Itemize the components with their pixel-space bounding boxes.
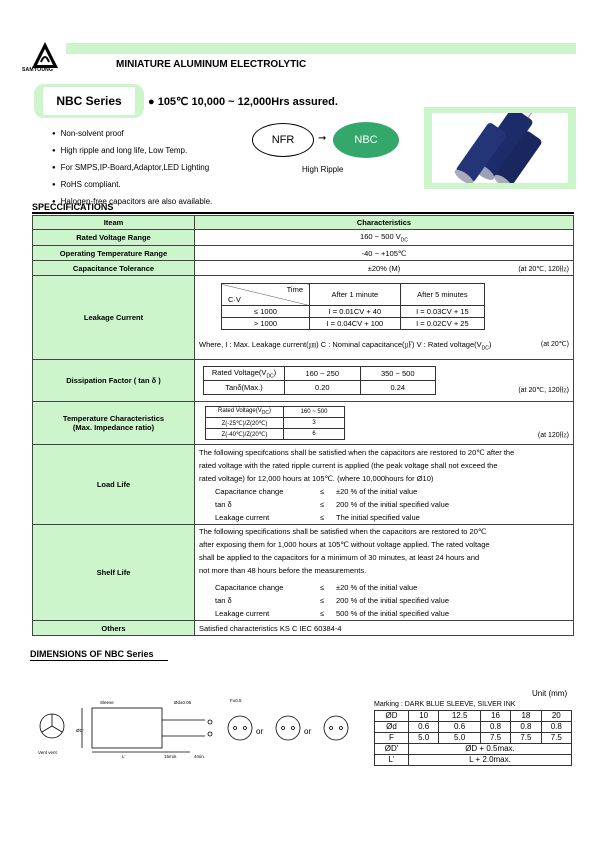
item-name: Leakage current xyxy=(215,512,270,522)
dim-cell: 0.6 xyxy=(409,722,439,733)
impedance-table xyxy=(205,406,345,440)
item-op: ≤ xyxy=(320,596,325,605)
min4-label: 4min. xyxy=(194,754,206,759)
table-row xyxy=(33,276,574,360)
item-name: tan δ xyxy=(215,596,232,605)
t1-cell: I = 0.04CV + 100 xyxy=(310,318,401,330)
item-val: 500 % of the initial specified value xyxy=(336,609,449,618)
dim-cell: 0.8 xyxy=(541,722,571,733)
vent-label: Vent vent xyxy=(38,750,57,755)
where-end: ) xyxy=(488,340,492,350)
feature-item: ● Non-solvent proof xyxy=(52,126,212,143)
dissipation-note: (at 20℃, 120㎐) xyxy=(518,387,569,394)
dim-cell: 20 xyxy=(541,711,571,722)
load-life-line: The following specifcations shall be satisfied when the capacitors are restored to 20℃ after the xyxy=(199,447,515,457)
t1-cell: I = 0.01CV + 40 xyxy=(310,306,401,318)
row-label: L' xyxy=(375,755,409,766)
item-val: 200 % of the initial specified value xyxy=(336,499,449,509)
item-name: tan δ xyxy=(215,499,232,509)
row-label: F xyxy=(375,733,409,744)
item-op: ≤ xyxy=(320,486,325,496)
cap-tol-value xyxy=(195,261,574,276)
table-row xyxy=(375,755,572,766)
z-ratio-label: Z(-40℃)/Z(20℃) xyxy=(206,429,284,440)
temp-range-label: Operating Temperature Range xyxy=(33,246,195,261)
nfr-oval: NFR xyxy=(252,123,314,157)
tan-value: 0.24 xyxy=(360,381,436,395)
or-label: or xyxy=(304,727,312,736)
z-ratio-value: 6 xyxy=(284,429,345,440)
dissipation-label: Dissipation Factor ( tan δ ) xyxy=(33,360,195,402)
cap-tol-text: ±20% (M) xyxy=(367,263,401,273)
dim-cell: 0.8 xyxy=(511,722,541,733)
temperature-label xyxy=(33,402,195,445)
item-name: Capacitance change xyxy=(215,486,284,496)
col-header-char: Characteristics xyxy=(195,216,574,230)
rv-label: Rated Voltage(V xyxy=(218,407,262,414)
item-val: ±20 % of the initial value xyxy=(336,583,418,592)
table-row xyxy=(33,360,574,402)
voltage-col: 350 ~ 500 xyxy=(360,367,436,381)
cv-cell: > 1000 xyxy=(222,318,310,330)
item-op: ≤ xyxy=(320,609,325,618)
shelf-life-line: shall be applied to the capacitors for a minimum of 30 minutes, at least 24 hours and xyxy=(199,553,480,562)
col-header-item: Iteam xyxy=(33,216,195,230)
dim-cell: L + 2.0max. xyxy=(409,755,572,766)
item-op: ≤ xyxy=(320,512,325,522)
dia-label: ØD′ xyxy=(76,728,84,733)
table-row xyxy=(33,402,574,445)
temperature-note: (at 120㎐) xyxy=(537,432,569,439)
cap-tol-label: Capacitance Tolerance xyxy=(33,261,195,276)
rated-voltage-value xyxy=(195,230,574,246)
row-label: ØD' xyxy=(375,744,409,755)
dim-cell: 18 xyxy=(511,711,541,722)
temp-range-value: -40 ~ +105℃ xyxy=(195,246,574,261)
flow-caption: High Ripple xyxy=(302,165,344,174)
dim-cell: ØD + 0.5max. xyxy=(409,744,572,755)
rv-sub: DC xyxy=(266,373,274,380)
table-row xyxy=(375,711,572,722)
voltage-col: 160 ~ 250 xyxy=(285,367,361,381)
feature-item: ● RoHS compliant. xyxy=(52,177,212,194)
table-row xyxy=(375,733,572,744)
table-row xyxy=(33,261,574,276)
load-life-item xyxy=(199,498,569,511)
unit-label: Unit (mm) xyxy=(532,689,568,698)
t5-cell: I = 0.03CV + 15 xyxy=(400,306,484,318)
tan-value: 0.20 xyxy=(285,381,361,395)
col-5min: After 5 minutes xyxy=(400,284,484,306)
others-label: Others xyxy=(33,621,195,636)
dim-cell: 0.8 xyxy=(480,722,510,733)
sleeve-label: Sleeve xyxy=(100,700,114,705)
shelf-life-value xyxy=(195,525,574,621)
dim-cell: 0.6 xyxy=(439,722,481,733)
d-label: Ød±0.05 xyxy=(174,700,192,705)
dimension-drawing-icon xyxy=(30,692,370,762)
temp-label-1: Temperature Characteristics xyxy=(62,414,165,423)
divider xyxy=(30,660,168,661)
rv-end: ) xyxy=(268,407,271,414)
col-1min: After 1 minute xyxy=(310,284,401,306)
where-text: Where, I : Max. Leakage current(㎛) C : Nominal capacitance(㎌) V : Rated voltage(V xyxy=(199,340,482,350)
dim-cell: 7.5 xyxy=(480,733,510,744)
f-label: F±0.5 xyxy=(230,698,242,703)
others-value: Satisfied characteristics KS C IEC 60384-4 xyxy=(195,621,574,636)
feature-item: ● Halogen-free capacitors are also available. xyxy=(52,194,212,211)
rv-text: 160 ~ 500 V xyxy=(360,231,401,241)
table-row xyxy=(33,445,574,525)
z-ratio-value: 3 xyxy=(284,418,345,429)
table-row xyxy=(33,246,574,261)
shelf-life-line: after exposing them for 1,000 hours at 105℃ without voltage applied. The rated voltage xyxy=(199,540,490,549)
z-ratio-label: Z(-25℃)/Z(20℃) xyxy=(206,418,284,429)
item-val: ±20 % of the initial value xyxy=(336,486,418,496)
dim-cell: 7.5 xyxy=(541,733,571,744)
tan-label: Tanδ(Max.) xyxy=(204,381,285,395)
or-label: or xyxy=(256,727,264,736)
dim-cell: 10 xyxy=(409,711,439,722)
header-bar xyxy=(66,43,576,54)
feature-item: ● For SMPS,IP-Board,Adaptor,LED Lighting xyxy=(52,160,212,177)
rv-end: ) xyxy=(273,367,277,377)
item-val: 200 % of the initial specified value xyxy=(336,596,449,605)
table-header-row xyxy=(33,216,574,230)
dissipation-value xyxy=(195,360,574,402)
feature-list xyxy=(52,126,212,211)
time-cv-cell xyxy=(222,284,310,306)
temperature-value xyxy=(195,402,574,445)
table-row xyxy=(33,230,574,246)
rv-value: 160 ~ 500 xyxy=(284,407,345,418)
min15-label: 15min. xyxy=(164,754,178,759)
divider xyxy=(32,212,574,214)
dimensions-table xyxy=(374,710,572,766)
arrow-right-icon: ➞ xyxy=(318,133,327,144)
rv-header xyxy=(206,407,284,418)
row-label: ØD xyxy=(375,711,409,722)
headline: ● 105℃ 10,000 ~ 12,000Hrs assured. xyxy=(148,96,338,108)
shelf-life-label: Shelf Life xyxy=(33,525,195,621)
dim-cell: 5.0 xyxy=(439,733,481,744)
item-op: ≤ xyxy=(320,499,325,509)
dim-cell: 16 xyxy=(480,711,510,722)
nbc-oval: NBC xyxy=(333,122,399,158)
page-title: MINIATURE ALUMINUM ELECTROLYTIC xyxy=(116,59,307,70)
load-life-item xyxy=(199,485,569,498)
dim-cell: 7.5 xyxy=(511,733,541,744)
leakage-table xyxy=(221,283,485,330)
dissipation-table xyxy=(203,366,436,395)
item-val: The initial specified value xyxy=(336,512,420,522)
rv-sub: DC xyxy=(400,237,408,244)
load-life-line: rated voltage) for 12,000 hours at 105℃. (where 10,000hours for Ø10) xyxy=(199,473,434,483)
leakage-where xyxy=(199,339,569,352)
load-life-line: rated voltage with the rated ripple current is applied (the peak voltage shall not exceed the xyxy=(199,460,498,470)
marking-label: Marking : DARK BLUE SLEEVE, SILVER INK xyxy=(374,701,516,708)
shelf-life-line: The following specifications shall be satisfied when the capacitors are restored to 20℃ xyxy=(199,527,487,536)
shelf-life-line: not more than 48 hours before the measurements. xyxy=(199,566,367,575)
leakage-value xyxy=(195,276,574,360)
cv-cell: ≤ 1000 xyxy=(222,306,310,318)
table-row xyxy=(33,621,574,636)
spec-heading: SPECCIFICATIONS xyxy=(32,202,114,212)
cv-label: C·V xyxy=(228,295,241,305)
time-label: Time xyxy=(286,285,303,295)
leakage-note: (at 20℃) xyxy=(540,341,569,348)
rv-label: Rated Voltage(V xyxy=(211,367,267,377)
logo-text: SAMYOUNG xyxy=(22,67,54,73)
table-row xyxy=(375,722,572,733)
temp-label-2: (Max. Impedance ratio) xyxy=(72,423,155,432)
dim-cell: 12.5 xyxy=(439,711,481,722)
item-name: Leakage current xyxy=(215,609,270,618)
leakage-label: Leakage Current xyxy=(33,276,195,360)
load-life-item xyxy=(199,511,569,524)
item-name: Capacitance change xyxy=(215,583,284,592)
row-label: Ød xyxy=(375,722,409,733)
table-row xyxy=(375,744,572,755)
t5-cell: I = 0.02CV + 25 xyxy=(400,318,484,330)
dim-cell: 5.0 xyxy=(409,733,439,744)
rv-header xyxy=(204,367,285,381)
dimensions-heading: DIMENSIONS OF NBC Series xyxy=(30,649,154,659)
load-life-label: Load Life xyxy=(33,445,195,525)
rated-voltage-label: Rated Voltage Range xyxy=(33,230,195,246)
item-op: ≤ xyxy=(320,583,325,592)
feature-item: ● High ripple and long life, Low Temp. xyxy=(52,143,212,160)
shelf-life-item xyxy=(199,581,569,594)
cap-tol-note: (at 20℃, 120㎐) xyxy=(518,266,569,273)
where-sub: DC xyxy=(481,345,489,352)
shelf-life-item xyxy=(199,594,569,607)
shelf-life-item xyxy=(199,607,569,620)
spec-table xyxy=(32,215,574,636)
table-row xyxy=(33,525,574,621)
len-label: L′ xyxy=(122,754,126,759)
rv-sub: DC xyxy=(261,410,269,417)
load-life-value xyxy=(195,445,574,525)
capacitor-photo-icon xyxy=(432,113,568,183)
series-label: NBC Series xyxy=(43,87,135,115)
